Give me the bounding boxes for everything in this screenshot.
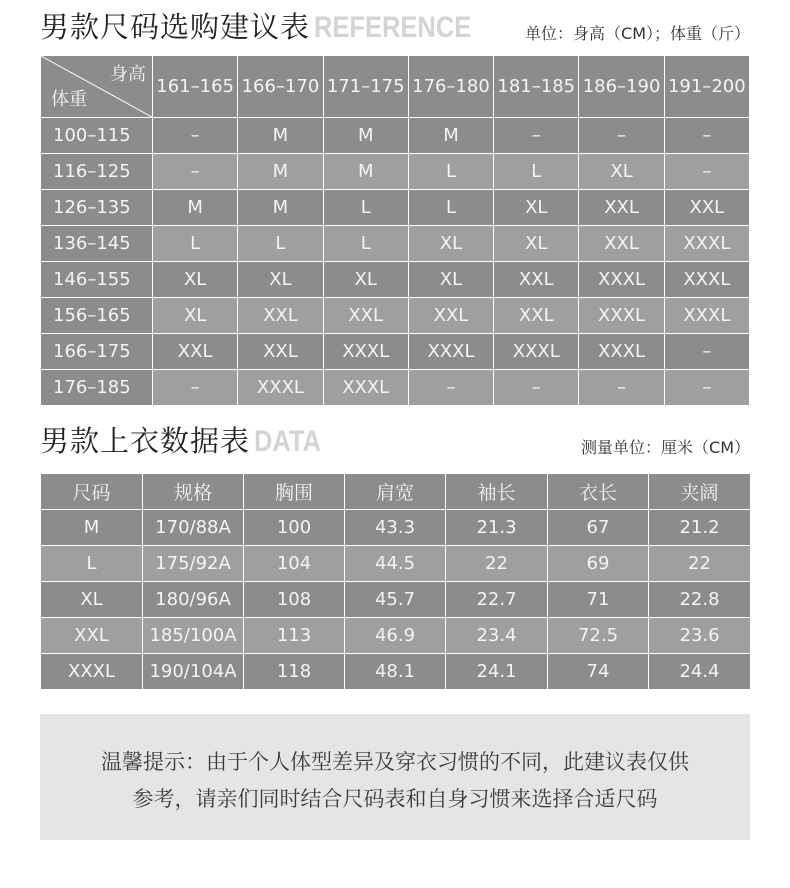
size-cell: M <box>323 118 408 154</box>
size-cell: M <box>238 190 323 226</box>
size-cell: XXL <box>153 334 238 370</box>
size-cell: XL <box>153 262 238 298</box>
size-cell: XXL <box>238 334 323 370</box>
size-cell: – <box>408 370 493 406</box>
size-cell: – <box>664 334 749 370</box>
table-cell: 72.5 <box>548 618 649 654</box>
data-unit-note: 测量单位：厘米（CM） <box>581 438 750 457</box>
size-cell: XXL <box>408 298 493 334</box>
corner-label-weight: 体重 <box>51 89 87 110</box>
reference-unit-note: 单位：身高（CM）；体重（斤） <box>525 24 750 43</box>
table-cell: 175/92A <box>143 546 244 582</box>
size-cell: XL <box>238 262 323 298</box>
size-cell: – <box>664 370 749 406</box>
size-cell: XXXL <box>664 226 749 262</box>
size-cell: XXXL <box>494 334 579 370</box>
size-cell: L <box>238 226 323 262</box>
data-header <box>40 422 750 462</box>
size-cell: XXL <box>323 298 408 334</box>
table-cell: 74 <box>548 654 649 690</box>
column-header: 规格 <box>143 474 244 510</box>
height-range-header: 171–175 <box>323 56 408 118</box>
height-range-header: 161–165 <box>153 56 238 118</box>
size-cell: L <box>153 226 238 262</box>
table-cell: 46.9 <box>345 618 446 654</box>
table-cell: 104 <box>244 546 345 582</box>
column-header: 肩宽 <box>345 474 446 510</box>
reference-title-cn: 男款尺码选购建议表 <box>40 10 311 44</box>
table-cell: 22.7 <box>446 582 548 618</box>
size-cell: XXL <box>494 262 579 298</box>
table-row <box>41 298 750 334</box>
weight-range-cell: 126–135 <box>41 190 153 226</box>
garment-measurement-table <box>40 473 751 690</box>
table-cell: 69 <box>548 546 649 582</box>
table-row <box>41 190 750 226</box>
size-cell: M <box>238 154 323 190</box>
table-cell: 24.4 <box>649 654 751 690</box>
size-cell: XXXL <box>664 298 749 334</box>
size-cell: XXXL <box>238 370 323 406</box>
size-cell: XXL <box>494 298 579 334</box>
weight-range-cell: 156–165 <box>41 298 153 334</box>
data-title-en: DATA <box>254 425 322 458</box>
height-header-row <box>41 56 750 118</box>
size-cell: L <box>323 190 408 226</box>
weight-range-cell: 166–175 <box>41 334 153 370</box>
table-cell: 43.3 <box>345 510 446 546</box>
size-cell: – <box>494 118 579 154</box>
table-row <box>41 582 751 618</box>
table-cell: 118 <box>244 654 345 690</box>
table-cell: 22 <box>446 546 548 582</box>
table-cell: XL <box>41 582 143 618</box>
column-header: 衣长 <box>548 474 649 510</box>
table-row <box>41 334 750 370</box>
table-cell: 100 <box>244 510 345 546</box>
size-reference-table <box>40 55 750 406</box>
table-row <box>41 154 750 190</box>
table-row <box>41 654 751 690</box>
measurement-header-row <box>41 474 751 510</box>
weight-range-cell: 146–155 <box>41 262 153 298</box>
size-cell: M <box>323 154 408 190</box>
table-cell: 23.6 <box>649 618 751 654</box>
corner-label-height: 身高 <box>110 64 146 85</box>
size-cell: XXL <box>238 298 323 334</box>
table-row <box>41 510 751 546</box>
column-header: 胸围 <box>244 474 345 510</box>
table-row <box>41 226 750 262</box>
tip-box <box>40 714 750 840</box>
table-cell: L <box>41 546 143 582</box>
corner-header-cell <box>41 56 153 118</box>
table-cell: 71 <box>548 582 649 618</box>
size-cell: L <box>494 154 579 190</box>
weight-range-cell: 116–125 <box>41 154 153 190</box>
table-row <box>41 370 750 406</box>
table-cell: 21.3 <box>446 510 548 546</box>
reference-title <box>40 5 499 46</box>
weight-range-cell: 136–145 <box>41 226 153 262</box>
size-cell: – <box>579 370 664 406</box>
size-cell: XL <box>494 226 579 262</box>
table-row <box>41 118 750 154</box>
data-title <box>40 419 333 460</box>
size-cell: L <box>323 226 408 262</box>
size-cell: L <box>408 154 493 190</box>
table-cell: 185/100A <box>143 618 244 654</box>
table-cell: 24.1 <box>446 654 548 690</box>
size-cell: XXL <box>579 190 664 226</box>
height-range-header: 191–200 <box>664 56 749 118</box>
tip-line: 参考，请亲们同时结合尺码表和自身习惯来选择合适尺码 <box>132 787 658 811</box>
table-cell: 190/104A <box>143 654 244 690</box>
data-title-cn: 男款上衣数据表 <box>40 424 251 458</box>
column-header: 尺码 <box>41 474 143 510</box>
size-cell: – <box>153 154 238 190</box>
table-cell: 22.8 <box>649 582 751 618</box>
table-cell: 67 <box>548 510 649 546</box>
weight-range-cell: 100–115 <box>41 118 153 154</box>
table-row <box>41 618 751 654</box>
size-cell: XXL <box>579 226 664 262</box>
size-cell: XXXL <box>579 298 664 334</box>
size-cell: – <box>153 370 238 406</box>
size-cell: XXXL <box>408 334 493 370</box>
size-cell: – <box>153 118 238 154</box>
tip-line: 温馨提示：由于个人体型差异及穿衣习惯的不同，此建议表仅供 <box>101 750 689 774</box>
size-cell: XL <box>408 262 493 298</box>
size-cell: XL <box>153 298 238 334</box>
table-cell: 45.7 <box>345 582 446 618</box>
size-cell: XXXL <box>579 334 664 370</box>
size-cell: M <box>153 190 238 226</box>
table-cell: XXL <box>41 618 143 654</box>
table-cell: 108 <box>244 582 345 618</box>
column-header: 袖长 <box>446 474 548 510</box>
table-cell: 48.1 <box>345 654 446 690</box>
table-cell: 21.2 <box>649 510 751 546</box>
table-cell: 22 <box>649 546 751 582</box>
size-cell: – <box>494 370 579 406</box>
size-cell: – <box>664 118 749 154</box>
height-range-header: 176–180 <box>408 56 493 118</box>
size-cell: XL <box>579 154 664 190</box>
table-row <box>41 546 751 582</box>
size-cell: M <box>408 118 493 154</box>
reference-header <box>40 8 750 48</box>
size-cell: XL <box>494 190 579 226</box>
table-cell: 23.4 <box>446 618 548 654</box>
size-cell: XXXL <box>579 262 664 298</box>
column-header: 夹阔 <box>649 474 751 510</box>
weight-range-cell: 176–185 <box>41 370 153 406</box>
table-cell: M <box>41 510 143 546</box>
size-cell: XL <box>408 226 493 262</box>
size-cell: – <box>664 154 749 190</box>
table-cell: XXXL <box>41 654 143 690</box>
height-range-header: 186–190 <box>579 56 664 118</box>
size-cell: XXXL <box>664 262 749 298</box>
height-range-header: 181–185 <box>494 56 579 118</box>
size-cell: – <box>579 118 664 154</box>
size-cell: M <box>238 118 323 154</box>
size-cell: XXL <box>664 190 749 226</box>
size-cell: XXXL <box>323 370 408 406</box>
reference-title-en: REFERENCE <box>314 11 472 44</box>
table-cell: 170/88A <box>143 510 244 546</box>
size-cell: L <box>408 190 493 226</box>
table-cell: 180/96A <box>143 582 244 618</box>
size-cell: XXXL <box>323 334 408 370</box>
height-range-header: 166–170 <box>238 56 323 118</box>
table-cell: 113 <box>244 618 345 654</box>
size-cell: XL <box>323 262 408 298</box>
table-row <box>41 262 750 298</box>
table-cell: 44.5 <box>345 546 446 582</box>
